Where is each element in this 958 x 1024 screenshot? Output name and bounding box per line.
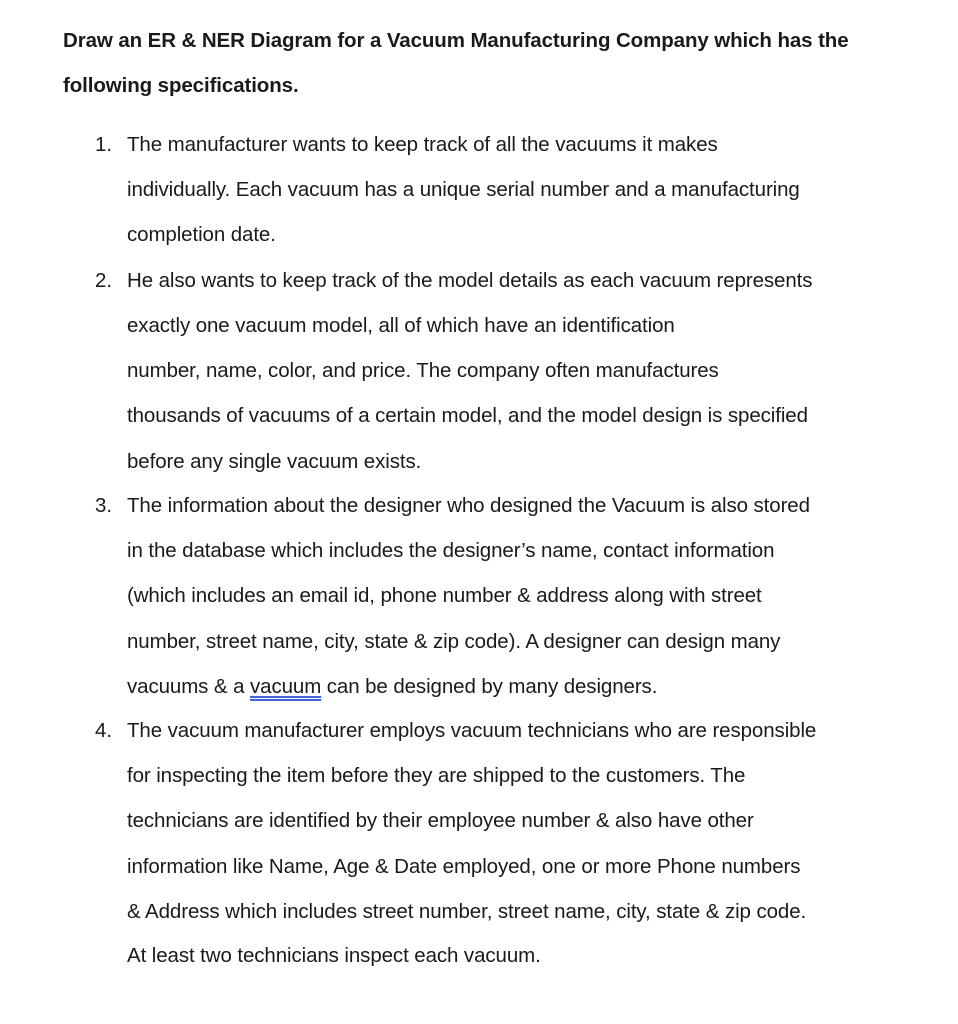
list-item-4-line-4: information like Name, Age & Date employed, one or more Phone numbers [127,855,801,878]
list-item-number-1: 1. [95,133,113,156]
list-item-4-line-5: & Address which includes street number, street name, city, state & zip code. [127,900,807,923]
list-item-2-line-5: before any single vacuum exists. [127,450,422,473]
list-item-3-line-4: number, street name, city, state & zip code). A designer can design many [127,630,781,653]
list-item-3-line-5-after: can be designed by many designers. [321,675,658,698]
list-item-number-2: 2. [95,269,113,292]
list-item-2-line-4: thousands of vacuums of a certain model, and the model design is specified [127,404,808,427]
list-item-4-line-1: The vacuum manufacturer employs vacuum technicians who are responsible [127,719,817,742]
list-item-3-line-1: The information about the designer who designed the Vacuum is also stored [127,494,810,517]
list-item-4-line-6: At least two technicians inspect each vacuum. [127,944,541,967]
list-item-2-line-2: exactly one vacuum model, all of which have an identification [127,314,675,337]
list-item-3-line-2: in the database which includes the designer’s name, contact information [127,539,775,562]
list-item-3-line-5-before: vacuums & a [127,675,250,698]
list-item-3-line-3: (which includes an email id, phone number & address along with street [127,584,762,607]
list-item-2-line-1: He also wants to keep track of the model details as each vacuum represents [127,269,813,292]
list-item-1-line-2: individually. Each vacuum has a unique serial number and a manufacturing [127,178,800,201]
document-title-line-1: Draw an ER & NER Diagram for a Vacuum Manufacturing Company which has the [63,29,849,52]
document-title-line-2: following specifications. [63,74,299,97]
spellcheck-flagged-word[interactable]: vacuum [250,675,322,698]
list-item-4-line-3: technicians are identified by their employee number & also have other [127,809,754,832]
list-item-1-line-3: completion date. [127,223,276,246]
list-item-number-3: 3. [95,494,113,517]
list-item-4-line-2: for inspecting the item before they are shipped to the customers. The [127,764,746,787]
list-item-3-line-5 [127,675,657,699]
list-item-2-line-3: number, name, color, and price. The company often manufactures [127,359,719,382]
list-item-1-line-1: The manufacturer wants to keep track of all the vacuums it makes [127,133,718,156]
list-item-number-4: 4. [95,719,113,742]
